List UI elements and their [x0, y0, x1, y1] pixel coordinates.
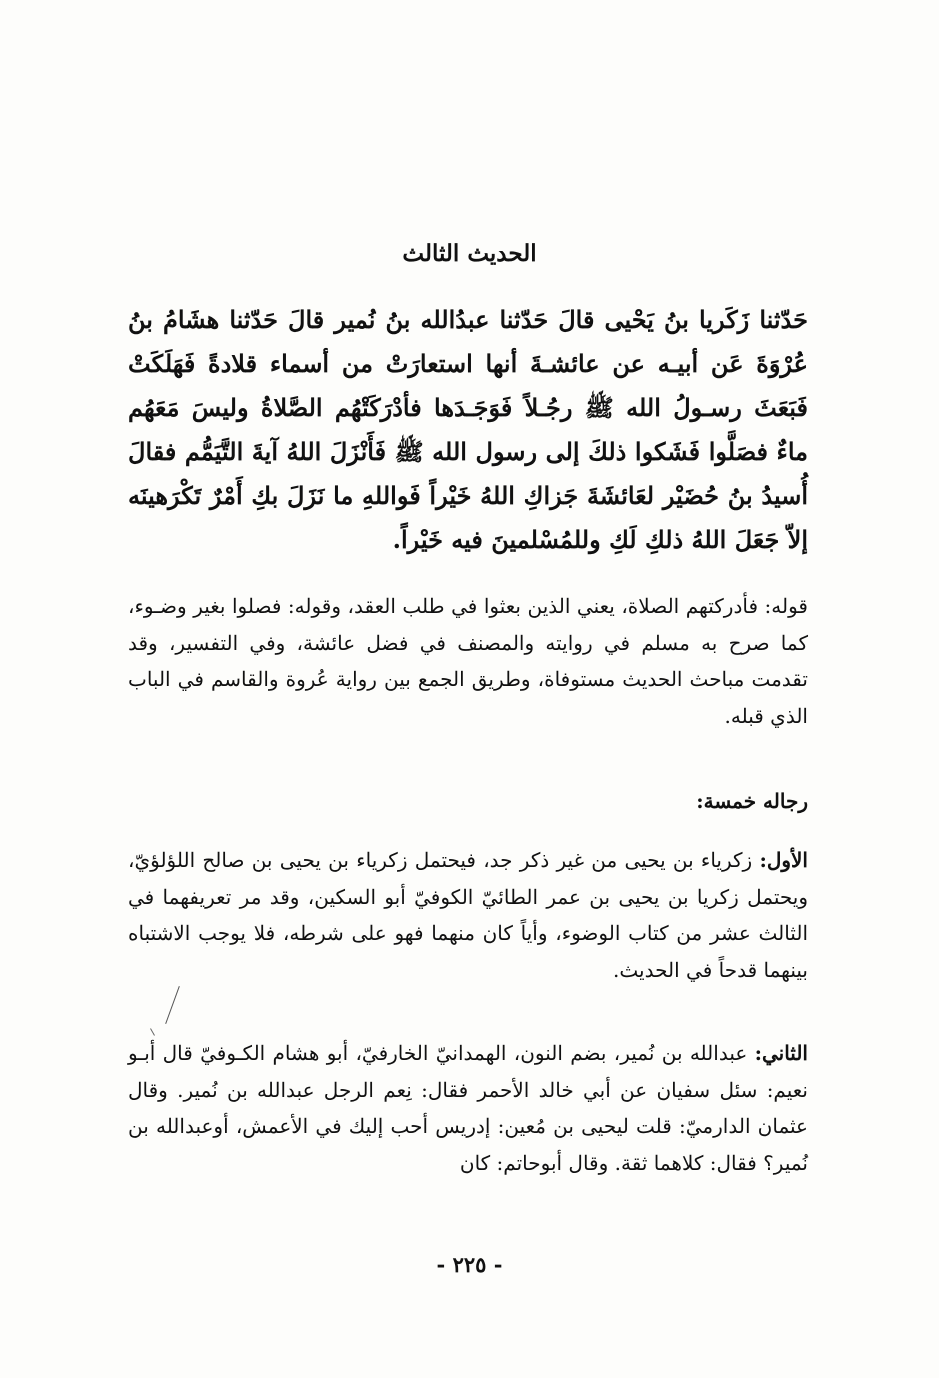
page-number: - ٢٢٥ -: [436, 1252, 503, 1277]
narrator-paragraph-second: [128, 1035, 808, 1181]
narrator-paragraph-first: [128, 842, 808, 988]
scan-pencil-mark: [165, 986, 180, 1024]
hadith-text: حَدّثنا زَكَريا بنُ يَحْيى قالَ حَدّثنا عبدُالله بنُ نُمير قالَ حَدّثنا هشَامُ بنُ عُرْوَةَ عَن أبيـه عن عائشـةَ أنها استعارَتْ من أسماء قلادةً فَهَلَكَتْ فَبَعَثَ رسـولُ الله ﷺ رجُـلاً فَوَجَـدَها فأدْرَكَتْهُم الصَّلاةُ وليسَ مَعَهُم ماءٌ فصَلَّوا فَشَكوا ذلكَ إلى رسول الله ﷺ فَأَنْزَلَ اللهُ آيةَ التَّيَمُّم فقالَ أُسيدُ بنُ حُضَيْر لعَائشَةَ جَزاكِ اللهُ خَيْراً فَواللهِ ما نَزَلَ بكِ أَمْرٌ تَكْرَهينَه إلاّ جَعَلَ اللهُ ذلكِ لَكِ وللمُسْلمينَ فيه خَيْراً.: [128, 305, 808, 554]
section-title: الحديث الثالث: [402, 240, 537, 267]
commentary-paragraph: قوله: فأدركتهم الصلاة، يعني الذين بعثوا في طلب العقد، وقوله: فصلوا بغير وضـوء، كما صرح به مسلم في روايته والمصنف في فضل عائشة، وفي التفسير، وقد تقدمت مباحث الحديث مستوفاة، وطريق الجمع بين رواية عُروة والقاسم في الباب الذي قبله.: [128, 594, 808, 728]
narrator-label: الثاني:: [754, 1041, 808, 1065]
narrator-label: الأول:: [759, 848, 808, 872]
narrator-description: زكرياء بن يحيى من غير ذكر جد، فيحتمل زكرياء بن يحيى بن صالح اللؤلؤيّ، ويحتمل زكريا بن يحيى بن عمر الطائيّ الكوفيّ أبو السكين، وقد مر تعريفهما في الثالث عشر من كتاب الوضوء، وأياً كان منهما فهو على شرطه، فلا يوجب الاشتباه بينهما قدحاً في الحديث.: [128, 848, 808, 982]
narrators-heading: رجاله خمسة:: [696, 789, 808, 813]
narrator-description: عبدالله بن نُمير، بضم النون، الهمدانيّ الخارفيّ، أبو هشام الكـوفيّ قال أبـو نعيم: سئل سفيان عن أبي خالد الأحمر فقال: نِعم الرجل عبدالله بن نُمير. وقال عثمان الدارميّ: قلت ليحيى بن مُعين: إدريس أحب إليك في الأعمش، أوعبدالله بن نُمير؟ فقال: كلاهما ثقة. وقال أبوحاتم: كان: [128, 1041, 808, 1175]
